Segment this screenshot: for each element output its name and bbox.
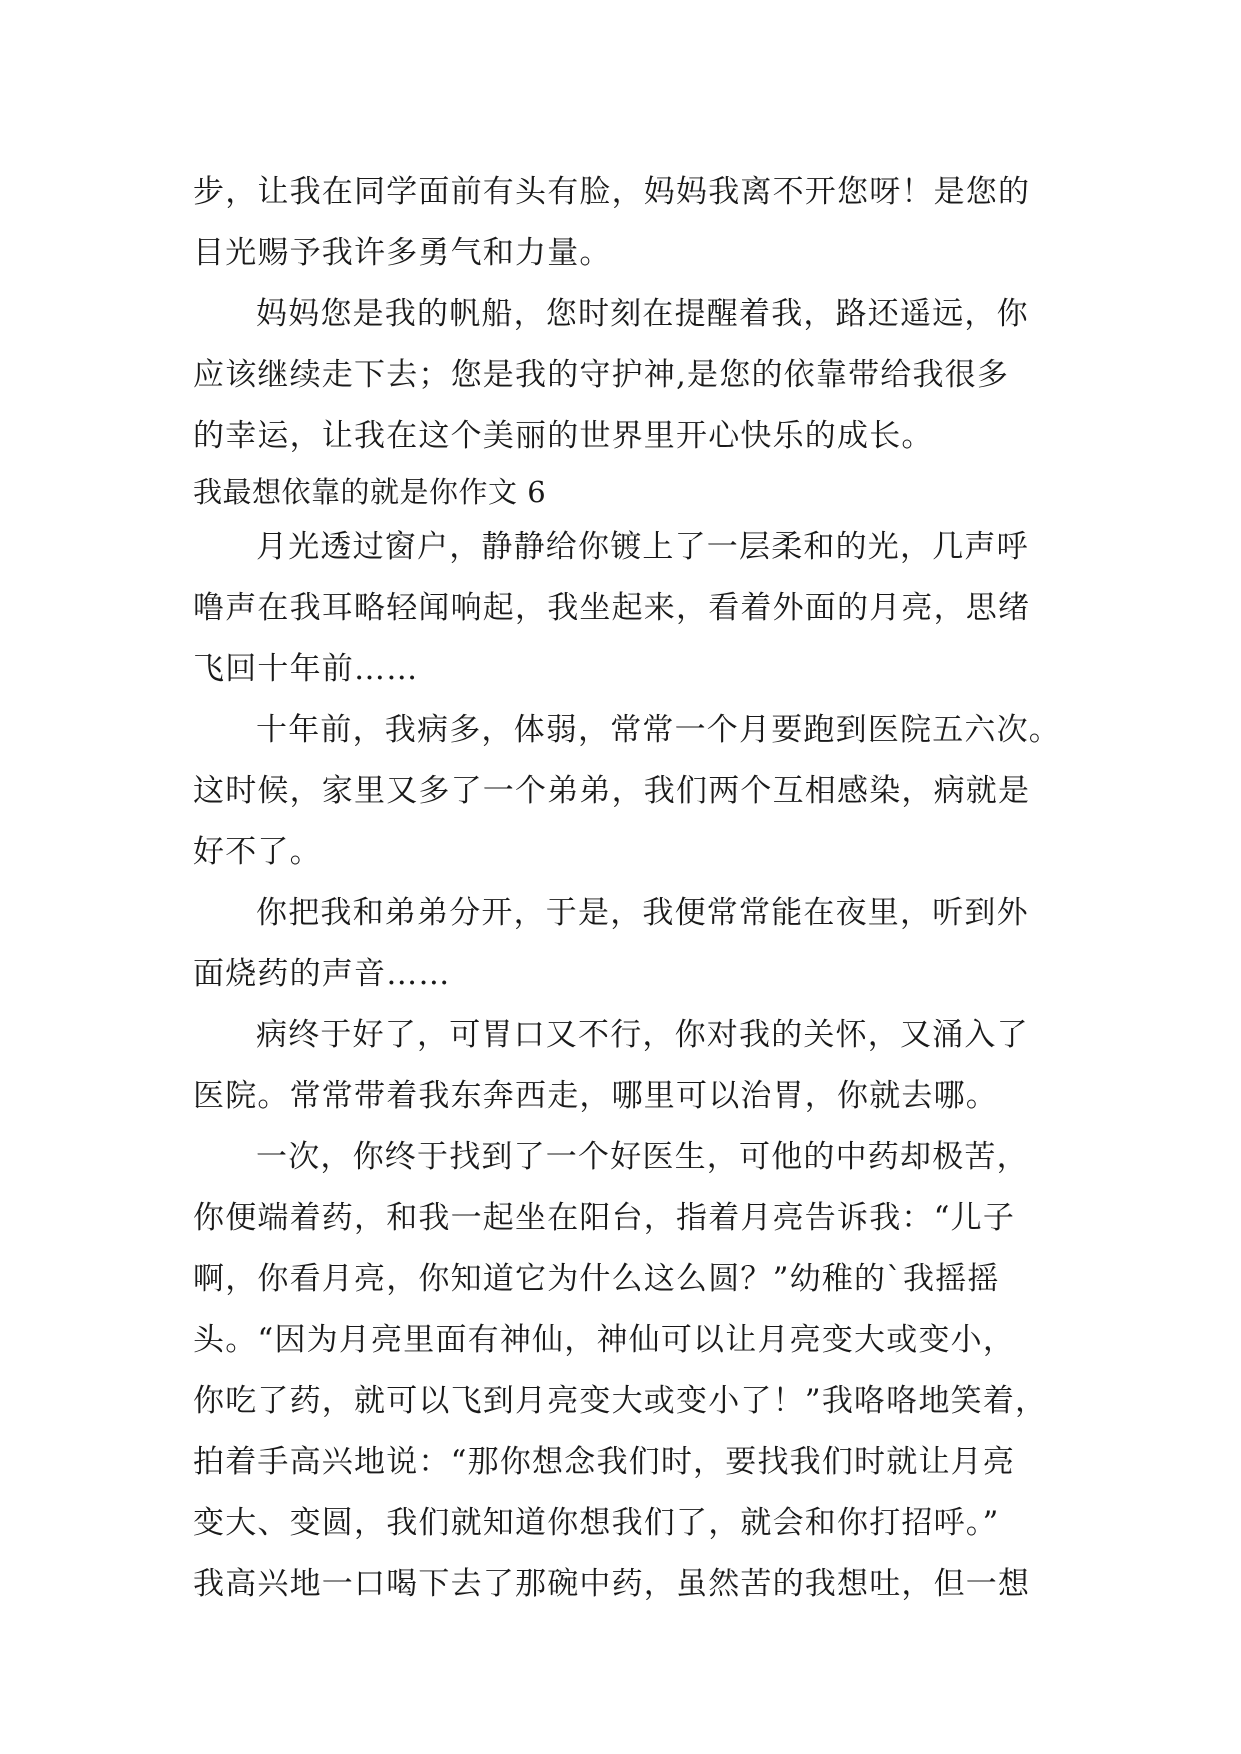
text-line: 我高兴地一口喝下去了那碗中药，虽然苦的我想吐，但一想 [193, 1566, 1031, 1602]
text-line: 你吃了药，就可以飞到月亮变大或变小了！”我咯咯地笑着， [193, 1383, 1048, 1419]
text-line: 步，让我在同学面前有头有脸，妈妈我离不开您呀！是您的 [193, 174, 1031, 210]
text-line: 这时候，家里又多了一个弟弟，我们两个互相感染，病就是 [193, 773, 1031, 809]
text-line: 你便端着药，和我一起坐在阳台，指着月亮告诉我：“儿子 [193, 1200, 1016, 1236]
paragraph-start-line: 月光透过窗户，静静给你镀上了一层柔和的光，几声呼 [256, 529, 1029, 565]
text-line: 应该继续走下去；您是我的守护神,是您的依靠带给我很多 [193, 357, 1010, 393]
text-line: 的幸运，让我在这个美丽的世界里开心快乐的成长。 [193, 418, 934, 454]
paragraph-start-line: 病终于好了，可胃口又不行，你对我的关怀，又涌入了 [256, 1017, 1029, 1053]
text-line: 头。“因为月亮里面有神仙，神仙可以让月亮变大或变小， [193, 1322, 1016, 1358]
paragraph-start-line: 你把我和弟弟分开，于是，我便常常能在夜里，听到外 [256, 895, 1029, 931]
section-heading: 我最想依靠的就是你作文 6 [193, 475, 547, 509]
paragraph-start-line: 一次，你终于找到了一个好医生，可他的中药却极苦， [256, 1139, 1029, 1175]
text-line: 啊，你看月亮，你知道它为什么这么圆？”幼稚的`我摇摇 [193, 1261, 1000, 1297]
text-line: 变大、变圆，我们就知道你想我们了，就会和你打招呼。” [193, 1505, 1000, 1541]
paragraph-start-line: 妈妈您是我的帆船，您时刻在提醒着我，路还遥远，你 [256, 296, 1029, 332]
document-page [193, 162, 1061, 1615]
text-line: 医院。常常带着我东奔西走，哪里可以治胃，你就去哪。 [193, 1078, 998, 1114]
text-line: 好不了。 [193, 834, 322, 870]
text-line: 目光赐予我许多勇气和力量。 [193, 235, 612, 271]
text-line: 拍着手高兴地说：“那你想念我们时，要找我们时就让月亮 [193, 1444, 1016, 1480]
text-line: 飞回十年前…… [193, 651, 419, 687]
text-line: 噜声在我耳略轻闻响起，我坐起来，看着外面的月亮，思绪 [193, 590, 1031, 626]
paragraph-start-line: 十年前，我病多，体弱，常常一个月要跑到医院五六次。 [256, 712, 1061, 748]
text-line: 面烧药的声音…… [193, 956, 451, 992]
